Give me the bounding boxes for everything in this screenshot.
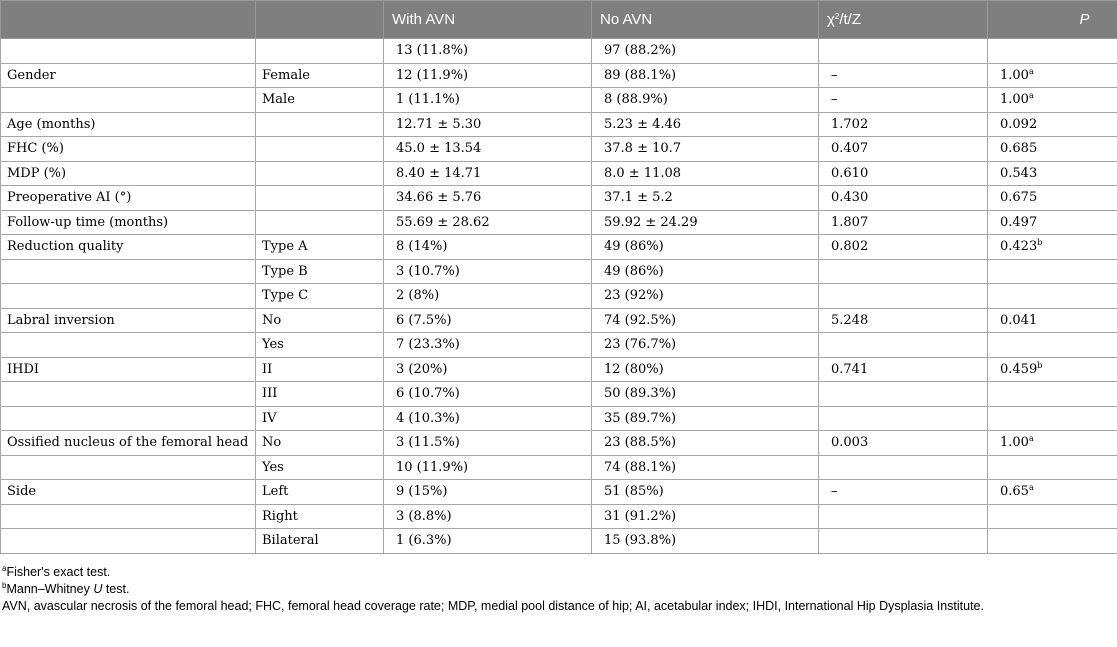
footnote-abbreviations: AVN, avascular necrosis of the femoral head; FHC, femoral head coverage rate; MDP, medial pool distance of hip; AI, acetabular index; IHDI, International Hip Dysplasia Institute. [2,598,984,613]
header-statistic-chi: χ [827,11,835,28]
cell-p-value [988,333,1117,358]
cell-with-avn: 9 (15%) [384,480,592,505]
cell-with-avn: 8.40 ± 14.71 [384,161,592,186]
p-value-text: 0.459 [1000,361,1038,377]
table-body [1,39,1117,554]
cell-p-value [988,63,1117,88]
cell-variable [1,455,256,480]
cell-with-avn: 13 (11.8%) [384,39,592,64]
cell-category: Yes [256,333,384,358]
table-row [1,431,1117,456]
cell-category [256,210,384,235]
cell-category: Type B [256,259,384,284]
cell-statistic: 1.807 [819,210,988,235]
table-row [1,333,1117,358]
cell-with-avn: 7 (23.3%) [384,333,592,358]
cell-variable [1,39,256,64]
table-row [1,357,1117,382]
cell-no-avn: 15 (93.8%) [592,529,819,554]
table-row [1,88,1117,113]
cell-variable: Side [1,480,256,505]
cell-with-avn: 12 (11.9%) [384,63,592,88]
footnote-a [2,564,1117,581]
cell-category [256,137,384,162]
cell-category: No [256,431,384,456]
p-value-footnote-mark: b [1037,238,1043,248]
header-with-avn: With AVN [384,1,592,39]
cell-no-avn: 5.23 ± 4.46 [592,112,819,137]
p-value-text: 0.675 [1000,190,1038,206]
cell-variable: Age (months) [1,112,256,137]
cell-variable: IHDI [1,357,256,382]
p-value-text: 1.00 [1000,67,1029,83]
p-value-text: 0.041 [1000,312,1038,328]
cell-category: Right [256,504,384,529]
cell-variable: Gender [1,63,256,88]
cell-statistic: – [819,480,988,505]
p-value-text: 0.65 [1000,484,1029,500]
cell-p-value [988,357,1117,382]
cell-with-avn: 6 (7.5%) [384,308,592,333]
header-statistic-sup: 2 [834,12,840,21]
cell-statistic [819,455,988,480]
cell-category: Type C [256,284,384,309]
cell-p-value [988,112,1117,137]
cell-statistic: 5.248 [819,308,988,333]
cell-no-avn: 49 (86%) [592,259,819,284]
cell-category [256,112,384,137]
cell-statistic [819,529,988,554]
cell-p-value [988,284,1117,309]
footnote-b [2,581,1117,598]
cell-no-avn: 97 (88.2%) [592,39,819,64]
cell-p-value [988,406,1117,431]
cell-with-avn: 55.69 ± 28.62 [384,210,592,235]
cell-category: Left [256,480,384,505]
table-row [1,235,1117,260]
cell-with-avn: 10 (11.9%) [384,455,592,480]
footnote-b-mark: b [2,580,7,590]
cell-category [256,39,384,64]
cell-no-avn: 31 (91.2%) [592,504,819,529]
cell-with-avn: 34.66 ± 5.76 [384,186,592,211]
cell-p-value [988,480,1117,505]
cell-no-avn: 50 (89.3%) [592,382,819,407]
footnote-b-pre: Mann–Whitney [6,581,94,596]
cell-no-avn: 12 (80%) [592,357,819,382]
p-value-footnote-mark: a [1028,434,1034,444]
table-row [1,63,1117,88]
table-row [1,210,1117,235]
cell-p-value [988,137,1117,162]
cell-category [256,186,384,211]
cell-no-avn: 37.8 ± 10.7 [592,137,819,162]
cell-variable: Reduction quality [1,235,256,260]
cell-no-avn: 23 (88.5%) [592,431,819,456]
cell-variable [1,529,256,554]
cell-variable [1,333,256,358]
cell-p-value [988,210,1117,235]
table-row [1,161,1117,186]
cell-statistic: 0.003 [819,431,988,456]
cell-statistic: 0.802 [819,235,988,260]
cell-no-avn: 23 (76.7%) [592,333,819,358]
cell-variable: Labral inversion [1,308,256,333]
cell-p-value [988,529,1117,554]
p-value-footnote-mark: a [1028,66,1034,76]
cell-statistic [819,284,988,309]
cell-with-avn: 2 (8%) [384,284,592,309]
p-value-text: 0.423 [1000,239,1038,255]
table-row [1,39,1117,64]
cell-category: II [256,357,384,382]
cell-with-avn: 3 (20%) [384,357,592,382]
cell-p-value [988,235,1117,260]
cell-variable: Follow-up time (months) [1,210,256,235]
cell-no-avn: 89 (88.1%) [592,63,819,88]
cell-with-avn: 3 (10.7%) [384,259,592,284]
cell-category: Yes [256,455,384,480]
cell-variable: FHC (%) [1,137,256,162]
cell-statistic: 1.702 [819,112,988,137]
cell-statistic [819,382,988,407]
cell-statistic [819,406,988,431]
cell-no-avn: 23 (92%) [592,284,819,309]
table-row [1,137,1117,162]
cell-category: Male [256,88,384,113]
cell-statistic: – [819,88,988,113]
cell-with-avn: 1 (6.3%) [384,529,592,554]
cell-p-value [988,186,1117,211]
cell-category: Type A [256,235,384,260]
header-variable [1,1,256,39]
cell-statistic: 0.741 [819,357,988,382]
header-no-avn: No AVN [592,1,819,39]
cell-p-value [988,504,1117,529]
footnote-a-mark: a [2,563,7,573]
table-row [1,308,1117,333]
p-value-text: 0.685 [1000,141,1038,157]
table-row [1,529,1117,554]
cell-statistic: 0.407 [819,137,988,162]
cell-with-avn: 4 (10.3%) [384,406,592,431]
cell-statistic [819,333,988,358]
cell-no-avn: 74 (92.5%) [592,308,819,333]
table-row [1,259,1117,284]
p-value-footnote-mark: a [1028,91,1034,101]
cell-p-value [988,161,1117,186]
cell-statistic: – [819,63,988,88]
cell-no-avn: 8.0 ± 11.08 [592,161,819,186]
cell-with-avn: 12.71 ± 5.30 [384,112,592,137]
cell-with-avn: 3 (11.5%) [384,431,592,456]
footnote-b-u: U [93,581,103,596]
cell-p-value [988,259,1117,284]
p-value-text: 0.543 [1000,165,1038,181]
cell-variable: MDP (%) [1,161,256,186]
cell-p-value [988,39,1117,64]
p-value-footnote-mark: b [1037,360,1043,370]
cell-no-avn: 74 (88.1%) [592,455,819,480]
cell-no-avn: 49 (86%) [592,235,819,260]
cell-variable [1,88,256,113]
cell-with-avn: 1 (11.1%) [384,88,592,113]
table-row [1,455,1117,480]
cell-p-value [988,455,1117,480]
footnote-b-post: test. [102,581,130,596]
header-row [1,1,1117,39]
cell-with-avn: 6 (10.7%) [384,382,592,407]
cell-no-avn: 37.1 ± 5.2 [592,186,819,211]
cell-no-avn: 35 (89.7%) [592,406,819,431]
cell-variable: Ossified nucleus of the femoral head [1,431,256,456]
cell-variable [1,504,256,529]
cell-variable [1,382,256,407]
cell-p-value [988,88,1117,113]
cell-variable [1,284,256,309]
p-value-text: 1.00 [1000,92,1029,108]
cell-no-avn: 8 (88.9%) [592,88,819,113]
footnote-a-text: Fisher's exact test. [6,564,111,579]
cell-category: Bilateral [256,529,384,554]
cell-statistic [819,259,988,284]
cell-no-avn: 59.92 ± 24.29 [592,210,819,235]
cell-category: No [256,308,384,333]
cell-variable [1,259,256,284]
table-row [1,284,1117,309]
table-row [1,112,1117,137]
p-value-text: 0.497 [1000,214,1038,230]
table-row [1,504,1117,529]
p-value-text: 0.092 [1000,116,1038,132]
cell-p-value [988,382,1117,407]
table-header [1,1,1117,39]
header-statistic [819,1,988,39]
cell-statistic: 0.610 [819,161,988,186]
table-row [1,406,1117,431]
table-footnotes [0,564,1117,615]
header-p-value: P [988,1,1117,39]
table-row [1,480,1117,505]
cell-category: IV [256,406,384,431]
cell-no-avn: 51 (85%) [592,480,819,505]
p-value-footnote-mark: a [1028,483,1034,493]
cell-statistic: 0.430 [819,186,988,211]
cell-p-value [988,431,1117,456]
cell-category: Female [256,63,384,88]
cell-with-avn: 45.0 ± 13.54 [384,137,592,162]
cell-p-value [988,308,1117,333]
cell-category: III [256,382,384,407]
cell-variable: Preoperative AI (°) [1,186,256,211]
cell-with-avn: 8 (14%) [384,235,592,260]
cell-statistic [819,39,988,64]
table-row [1,382,1117,407]
cell-statistic [819,504,988,529]
header-statistic-rest: /t/Z [839,11,861,28]
cell-variable [1,406,256,431]
p-value-text: 1.00 [1000,435,1029,451]
cell-with-avn: 3 (8.8%) [384,504,592,529]
header-category [256,1,384,39]
cell-category [256,161,384,186]
table-row [1,186,1117,211]
